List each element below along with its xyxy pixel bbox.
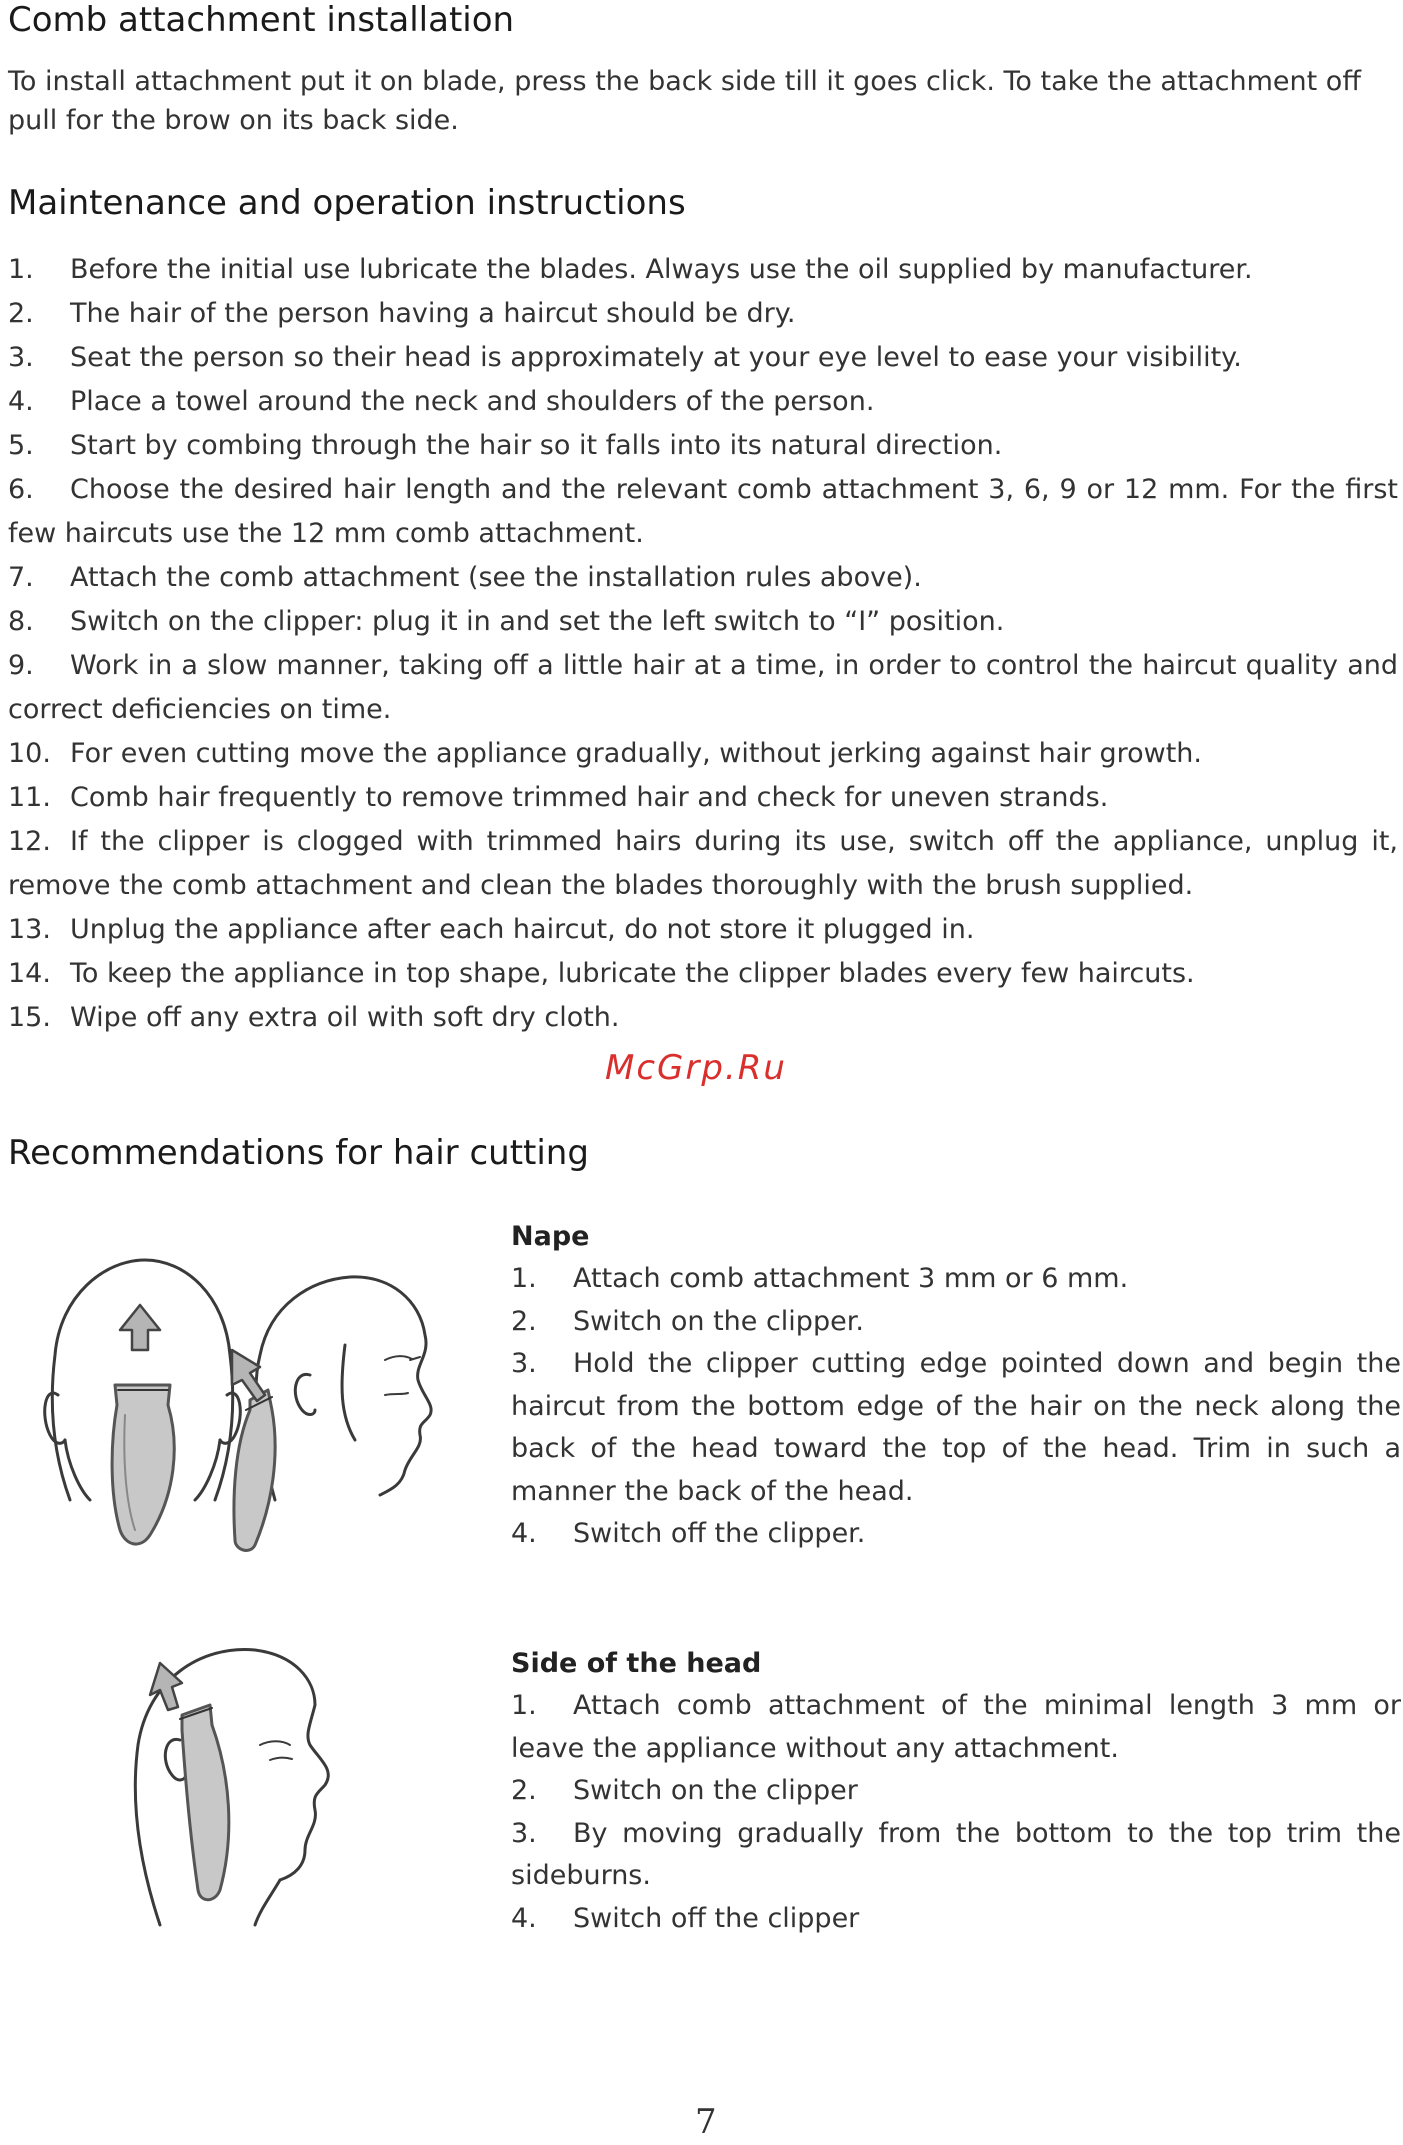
list-item	[8, 248, 1398, 292]
nape-section	[511, 1216, 1401, 1556]
watermark-text: McGrp.Ru	[605, 1048, 787, 1088]
item-text: Hold the clipper cutting edge pointed down and begin the haircut from the bottom edge of the hair on the neck along the back of the head toward the top of the head. Trim in such a manner the back of the head.	[511, 1348, 1401, 1507]
item-number: 6.	[8, 474, 34, 505]
list-item	[511, 1258, 1401, 1301]
item-number: 4.	[511, 1902, 537, 1934]
list-item	[511, 1770, 1401, 1813]
list-item	[511, 1685, 1401, 1770]
list-item	[8, 600, 1398, 644]
item-text: Before the initial use lubricate the blades. Always use the oil supplied by manufacturer.	[70, 254, 1253, 285]
item-text: For even cutting move the appliance gradually, without jerking against hair growth.	[70, 738, 1202, 769]
item-number: 4.	[511, 1518, 537, 1549]
item-number: 7.	[8, 562, 34, 593]
list-item	[8, 952, 1398, 996]
side-steps	[511, 1685, 1401, 1940]
item-number: 1.	[511, 1263, 537, 1294]
list-item	[8, 468, 1398, 556]
item-number: 2.	[511, 1305, 537, 1337]
item-number: 3.	[511, 1348, 537, 1379]
list-item	[8, 424, 1398, 468]
item-text: Attach comb attachment 3 mm or 6 mm.	[573, 1263, 1129, 1294]
item-text: Seat the person so their head is approximately at your eye level to ease your visibility.	[70, 342, 1242, 373]
item-text: Switch off the clipper.	[573, 1518, 866, 1549]
item-text: To keep the appliance in top shape, lubricate the clipper blades every few haircuts.	[70, 958, 1195, 989]
item-text: Attach the comb attachment (see the installation rules above).	[70, 562, 922, 593]
nape-title: Nape	[511, 1221, 590, 1252]
list-item	[8, 776, 1398, 820]
item-number: 2.	[8, 298, 34, 329]
list-item	[8, 292, 1398, 336]
item-text: Switch on the clipper.	[573, 1305, 864, 1337]
list-item	[8, 336, 1398, 380]
item-text: Unplug the appliance after each haircut, do not store it plugged in.	[70, 914, 975, 945]
item-text: Wipe off any extra oil with soft dry cloth.	[70, 1002, 620, 1033]
item-number: 8.	[8, 606, 34, 637]
comb-heading: Comb attachment installation	[8, 0, 515, 40]
item-number: 5.	[8, 430, 34, 461]
item-text: Switch off the clipper	[573, 1902, 860, 1934]
comb-paragraph: To install attachment put it on blade, press the back side till it goes click. To take the attachment off pull for the brow on its back side.	[8, 66, 1361, 136]
list-item	[8, 908, 1398, 952]
item-text: Choose the desired hair length and the relevant comb attachment 3, 6, 9 or 12 mm. For the first few haircuts use the 12 mm comb attachment.	[8, 474, 1398, 549]
item-text: If the clipper is clogged with trimmed hairs during its use, switch off the appliance, unplug it, remove the comb attachment and clean the blades thoroughly with the brush supplied.	[8, 826, 1398, 901]
item-number: 12.	[8, 826, 51, 857]
item-number: 3.	[511, 1817, 537, 1849]
side-title: Side of the head	[511, 1648, 762, 1679]
item-text: By moving gradually from the bottom to the top trim the sideburns.	[511, 1817, 1401, 1891]
item-text: Place a towel around the neck and shoulders of the person.	[70, 386, 875, 417]
recommendations-heading: Recommendations for hair cutting	[8, 1133, 589, 1173]
item-number: 14.	[8, 958, 51, 989]
side-illustration	[120, 1635, 340, 1935]
side-section	[511, 1643, 1401, 1940]
list-item	[8, 996, 1398, 1040]
page-number: 7	[695, 2102, 717, 2142]
nape-illustration	[10, 1245, 450, 1565]
item-text: Attach comb attachment of the minimal length 3 mm or leave the appliance without any attachment.	[511, 1690, 1401, 1764]
item-text: Start by combing through the hair so it falls into its natural direction.	[70, 430, 1003, 461]
item-text: Switch on the clipper: plug it in and set the left switch to “I” position.	[70, 606, 1005, 637]
item-text: Work in a slow manner, taking off a little hair at a time, in order to control the haircut quality and correct deficiencies on time.	[8, 650, 1398, 725]
item-number: 4.	[8, 386, 34, 417]
item-number: 1.	[511, 1690, 537, 1721]
item-number: 11.	[8, 782, 51, 813]
maintenance-list	[8, 248, 1398, 1040]
item-text: Comb hair frequently to remove trimmed hair and check for uneven strands.	[70, 782, 1109, 813]
item-number: 13.	[8, 914, 51, 945]
item-number: 3.	[8, 342, 34, 373]
list-item	[511, 1513, 1401, 1556]
maintenance-heading: Maintenance and operation instructions	[8, 183, 686, 223]
list-item	[511, 1301, 1401, 1344]
item-text: The hair of the person having a haircut should be dry.	[70, 298, 796, 329]
list-item	[511, 1898, 1401, 1941]
list-item	[8, 556, 1398, 600]
list-item	[8, 380, 1398, 424]
item-number: 2.	[511, 1775, 537, 1806]
list-item	[8, 644, 1398, 732]
item-number: 9.	[8, 650, 34, 681]
nape-steps	[511, 1258, 1401, 1556]
list-item	[8, 820, 1398, 908]
list-item	[511, 1813, 1401, 1898]
item-number: 1.	[8, 254, 34, 285]
list-item	[511, 1343, 1401, 1513]
list-item	[8, 732, 1398, 776]
item-number: 15.	[8, 1002, 51, 1033]
item-number: 10.	[8, 738, 51, 769]
item-text: Switch on the clipper	[573, 1775, 858, 1806]
